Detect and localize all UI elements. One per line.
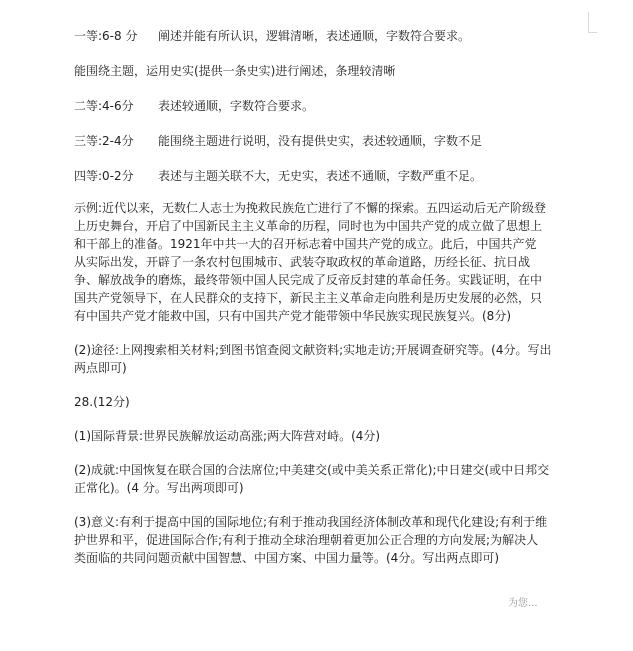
question-28-title: 28.(12分) xyxy=(74,395,130,409)
example-paragraph xyxy=(74,199,566,325)
grade-tier-1-label: 一等:6-8 分 xyxy=(74,29,138,43)
grade-tier-3-label: 三等:2-4分 xyxy=(74,134,134,148)
grade-tier-4 xyxy=(74,167,574,185)
grade-tier-2-desc: 表述较通顺，字数符合要求。 xyxy=(158,99,315,113)
question-2-answer xyxy=(74,341,566,377)
example-line: 争、解放战争的磨炼，最终带领中国人民完成了反帝反封建的革命任务。实践证明，在中 xyxy=(74,273,543,287)
question-28-part-3 xyxy=(74,513,566,567)
grade-tier-3-desc: 能围绕主题进行说明，没有提供史实，表述较通顺，字数不足 xyxy=(158,134,483,148)
grade-tier-4-label: 四等:0-2分 xyxy=(74,169,134,183)
grade-tier-1-extra: 能围绕主题，运用史实(提供一条史实)进行阐述，条理较清晰 xyxy=(74,64,396,78)
grade-tier-2-label: 二等:4-6分 xyxy=(74,99,134,113)
question-28-part-3-line: (3)意义:有利于提高中国的国际地位;有利于推动我国经济体制改革和现代化建设;有利于维 xyxy=(74,515,548,529)
question-2-line: 两点即可) xyxy=(74,361,127,375)
question-28-part-3-line: 类面临的共同问题贡献中国智慧、中国方案、中国力量等。(4分。写出两点即可) xyxy=(74,551,500,565)
grade-tier-1-desc: 阐述并能有所认识，逻辑清晰，表述通顺，字数符合要求。 xyxy=(158,29,471,43)
question-28-part-2-line: (2)成就:中国恢复在联合国的合法席位;中美建交(或中美关系正常化);中日建交(或中日邦交 xyxy=(74,463,550,477)
question-28-part-2-line: 正常化)。(4 分。写出两项即可) xyxy=(74,481,244,495)
example-line: 和干部上的准备。1921年中共一大的召开标志着中国共产党的成立。此后，中国共产党 xyxy=(74,237,537,251)
example-line: 有中国共产党才能救中国，只有中国共产党才能带领中华民族实现民族复兴。(8分) xyxy=(74,309,512,323)
example-line: 上历史舞台，开启了中国新民主主义革命的历程，同时也为中国共产党的成立做了思想上 xyxy=(74,219,543,233)
example-line: 示例:近代以来，无数仁人志士为挽救民族危亡进行了不懈的探索。五四运动后无产阶级登 xyxy=(74,201,547,215)
grade-tier-4-desc: 表述与主题关联不大，无史实，表述不通顺，字数严重不足。 xyxy=(158,169,483,183)
example-line: 从实际出发，开辟了一条农村包围城市、武装夺取政权的革命道路，历经长征、抗日战 xyxy=(74,255,531,269)
watermark: 为您... xyxy=(508,598,538,609)
page-corner-mark xyxy=(588,12,597,33)
question-28-part-3-line: 护世界和平，促进国际合作;有利于推动全球治理朝着更加公正合理的方向发展;为解决人 xyxy=(74,533,539,547)
grade-tier-1 xyxy=(74,27,574,45)
question-28-part-2 xyxy=(74,461,566,497)
grade-tier-2 xyxy=(74,97,574,115)
answer-key-content xyxy=(74,27,574,567)
question-28-part-1: (1)国际背景:世界民族解放运动高涨;两大阵营对峙。(4分) xyxy=(74,429,381,443)
example-line: 国共产党领导下，在人民群众的支持下，新民主主义革命走向胜利是历史发展的必然，只 xyxy=(74,291,543,305)
grade-tier-3 xyxy=(74,132,574,150)
question-2-line: (2)途径:上网搜索相关材料;到图书馆查阅文献资料;实地走访;开展调查研究等。(4分。写出 xyxy=(74,343,552,357)
